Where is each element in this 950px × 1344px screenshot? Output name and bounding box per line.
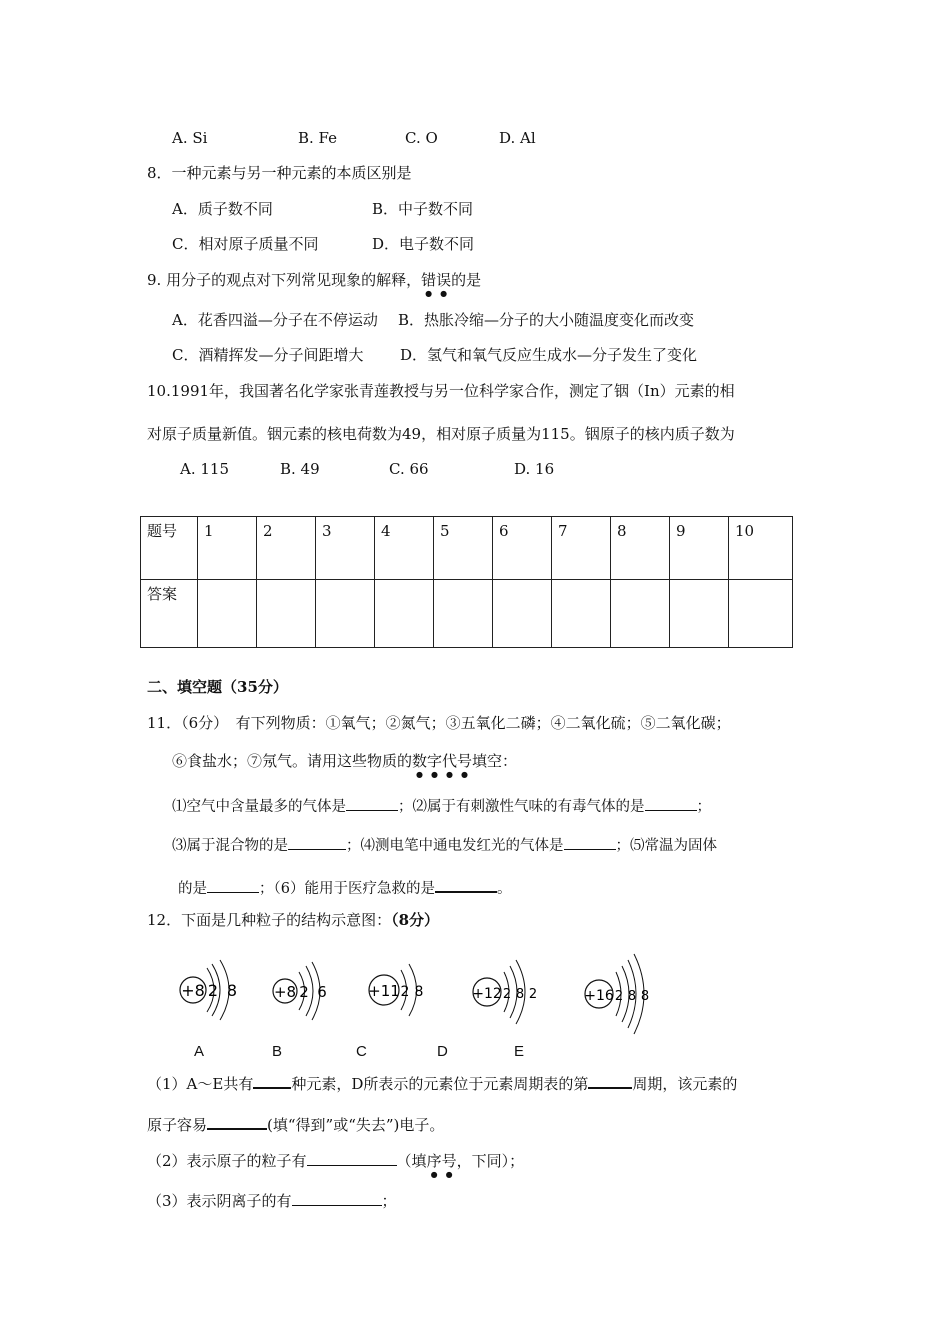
q11-line2-after: 填空： (472, 752, 518, 770)
atom-label-e: E (514, 1043, 525, 1060)
q9-stem-before: 9. 用分子的观点对下列常见现象的解释， (147, 271, 422, 289)
q12-part3 (147, 1189, 397, 1211)
q9-stem-emphasis: 错误 (421, 271, 452, 289)
q11-part3: ⑶属于混合物的是 (172, 838, 288, 854)
electron-count: 8 (640, 989, 650, 1004)
section2-title: 二、填空题（35分） (147, 678, 288, 696)
q12-p1-a: （1）A～E共有 (147, 1075, 254, 1093)
q8-option-b: B．中子数不同 (372, 200, 474, 218)
q12-stem-text: 12．下面是几种粒子的结构示意图： (147, 911, 392, 929)
q10-line2: 对原子质量新值。铟元素的核电荷数为49，相对原子质量为115。铟原子的核内质子数为 (147, 425, 735, 443)
table-cell-number: 5 (434, 517, 493, 580)
atom-diagram-d (470, 952, 550, 1036)
q12-stem (147, 910, 439, 930)
q11-part5: ；⑸常温为固体 (615, 838, 717, 854)
q8-option-c: C．相对原子质量不同 (172, 235, 319, 253)
q9-stem-after: 的是 (451, 271, 482, 289)
table-cell-answer[interactable] (611, 580, 670, 648)
q11-blank-5[interactable] (207, 876, 259, 893)
q12-p1-line2-b: (填“得到”或“失去”)电子。 (267, 1116, 445, 1134)
electron-count: 2 (528, 987, 538, 1002)
electron-count: 2 (502, 987, 512, 1002)
table-header-answer: 答案 (141, 580, 198, 648)
q10-option-d: D. 16 (514, 460, 555, 478)
atom-label-c: C (356, 1043, 367, 1060)
table-cell-answer[interactable] (316, 580, 375, 648)
q11-line1: 11．（6分） 有下列物质：①氧气；②氮气；③五氧化二磷；④二氧化硫；⑤二氧化碳； (147, 714, 731, 732)
q12-blank-element-count[interactable] (253, 1071, 291, 1089)
nucleus-charge: +8 (273, 983, 297, 1001)
atom-diagram-e (582, 950, 662, 1040)
q9-option-a: A．花香四溢—分子在不停运动 (172, 311, 378, 329)
q9-option-b: B．热胀冷缩—分子的大小随温度变化而改变 (398, 311, 695, 329)
q9-option-d: D．氢气和氧气反应生成水—分子发生了变化 (400, 346, 698, 364)
answer-table (140, 516, 793, 648)
table-cell-number: 4 (375, 517, 434, 580)
q12-p2-a: （2）表示原子的粒子有 (147, 1152, 307, 1170)
table-cell-number: 8 (611, 517, 670, 580)
q8-option-a: A．质子数不同 (172, 200, 273, 218)
table-cell-answer[interactable] (552, 580, 611, 648)
q7-option-c: C. O (405, 129, 438, 147)
q11-part6-end: 。 (496, 881, 512, 897)
q12-p2-emphasis: 序号 (426, 1152, 457, 1170)
q12-p2-b: （填 (396, 1152, 427, 1170)
electron-count: 8 (414, 984, 424, 1000)
atom-diagram-b (270, 954, 340, 1034)
q12-blank-atoms[interactable] (307, 1149, 397, 1166)
electron-count: 8 (226, 981, 238, 1000)
q10-option-a: A. 115 (180, 460, 229, 478)
q7-option-a: A. Si (172, 129, 208, 147)
q11-blank-4[interactable] (564, 833, 616, 850)
electron-count: 8 (515, 987, 525, 1002)
table-cell-answer[interactable] (375, 580, 434, 648)
nucleus-charge: +12 (472, 986, 502, 1002)
q12-p3-a: （3）表示阴离子的有 (147, 1192, 292, 1210)
table-cell-answer[interactable] (670, 580, 729, 648)
table-cell-number: 3 (316, 517, 375, 580)
q11-part4: ；⑷测电笔中通电发红光的气体是 (346, 838, 564, 854)
q8-option-d: D．电子数不同 (372, 235, 475, 253)
q10-option-b: B. 49 (280, 460, 320, 478)
q12-blank-anions[interactable] (292, 1189, 382, 1206)
q11-blank-1[interactable] (346, 794, 398, 811)
q11-line2 (172, 751, 517, 779)
q11-part2: ；⑵属于有刺激性气味的有毒气体的是 (398, 799, 645, 815)
table-cell-number: 9 (670, 517, 729, 580)
q12-part2 (147, 1149, 524, 1179)
q11-blank-3[interactable] (288, 833, 346, 850)
q10-option-c: C. 66 (389, 460, 429, 478)
table-cell-number: 1 (198, 517, 257, 580)
q12-p1-line2-a: 原子容易 (147, 1116, 208, 1134)
q12-blank-gain-lose[interactable] (207, 1112, 267, 1130)
atom-label-d: D (437, 1043, 448, 1060)
q11-part1: ⑴空气中含量最多的气体是 (172, 799, 346, 815)
q9-stem (147, 270, 481, 298)
atom-diagram-a (176, 950, 246, 1030)
table-cell-answer[interactable] (257, 580, 316, 648)
table-cell-answer[interactable] (198, 580, 257, 648)
table-header-question-no: 题号 (141, 517, 198, 580)
electron-count: 8 (627, 989, 637, 1004)
nucleus-charge: +16 (584, 988, 614, 1004)
q12-p1-b: 种元素，D所表示的元素位于元素周期表的第 (291, 1075, 589, 1093)
q8-stem: 8．一种元素与另一种元素的本质区别是 (147, 164, 412, 182)
q12-part1-line2 (147, 1112, 444, 1135)
table-cell-answer[interactable] (729, 580, 793, 648)
q12-part1-line1 (147, 1071, 737, 1094)
table-cell-number: 2 (257, 517, 316, 580)
q11-part6: ；（6）能用于医疗急救的是 (259, 881, 435, 897)
table-cell-number: 10 (729, 517, 793, 580)
electron-count: 2 (614, 989, 624, 1004)
q12-blank-period[interactable] (588, 1071, 632, 1089)
electron-count: 2 (207, 981, 219, 1000)
q11-part5b: 的是 (178, 881, 207, 897)
answer-table-answer-row (141, 580, 793, 648)
nucleus-charge: +8 (181, 981, 205, 1000)
q10-line1: 10.1991年，我国著名化学家张青莲教授与另一位科学家合作，测定了铟（In）元素的相 (147, 382, 735, 400)
table-cell-number: 6 (493, 517, 552, 580)
answer-table-number-row (141, 517, 793, 580)
electron-count: 6 (317, 983, 327, 1001)
q7-option-b: B. Fe (298, 129, 338, 147)
q9-option-c: C．酒精挥发—分子间距增大 (172, 346, 364, 364)
q11-line4 (172, 833, 717, 856)
electron-count: 2 (299, 983, 309, 1001)
table-cell-answer[interactable] (434, 580, 493, 648)
q12-p2-c: ，下同）； (456, 1152, 525, 1170)
q12-score: （8分） (391, 911, 440, 929)
atom-label-b: B (272, 1043, 283, 1060)
q12-p3-b: ； (381, 1192, 397, 1210)
q11-blank-2[interactable] (645, 794, 697, 811)
q11-line3 (172, 794, 711, 817)
q11-blank-6[interactable] (435, 875, 497, 893)
q7-option-d: D. Al (499, 129, 536, 147)
electron-count: 2 (400, 984, 410, 1000)
q11-line2-before: ⑥食盐水；⑦氖气。请用这些物质的 (172, 752, 413, 770)
q11-line5 (178, 875, 511, 899)
table-cell-answer[interactable] (493, 580, 552, 648)
q11-line2-emphasis: 数字代号 (412, 752, 473, 770)
atom-label-a: A (194, 1043, 205, 1060)
q11-part2-end: ； (696, 799, 711, 815)
atom-diagram-c (366, 954, 436, 1034)
q12-p1-c: 周期，该元素的 (632, 1075, 738, 1093)
nucleus-charge: +11 (368, 982, 400, 1000)
table-cell-number: 7 (552, 517, 611, 580)
